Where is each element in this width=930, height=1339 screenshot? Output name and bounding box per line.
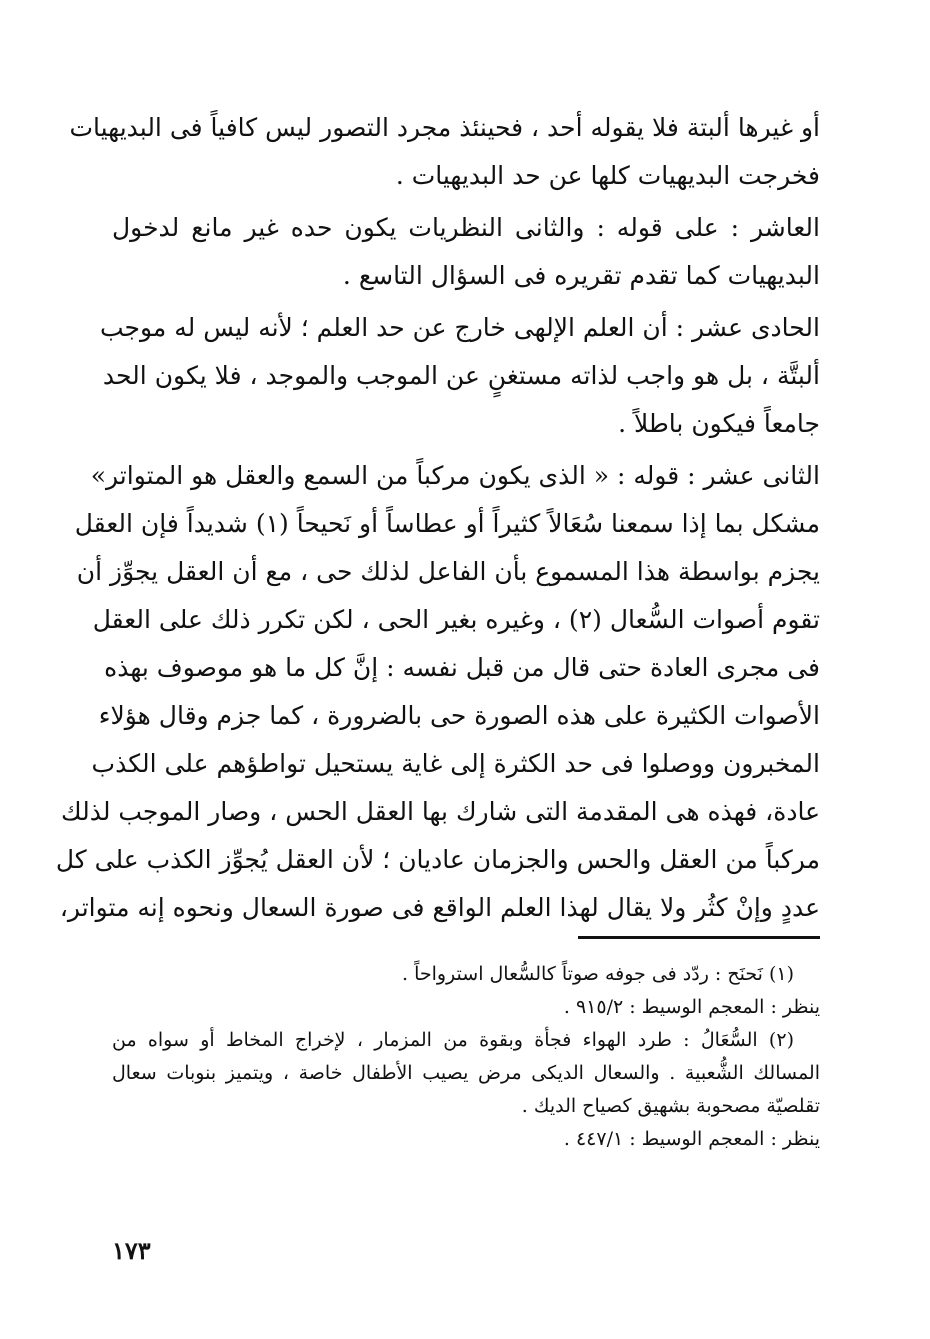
- text-line: الحادى عشر : أن العلم الإلهى خارج عن حد العلم ؛ لأنه ليس له موجب: [99, 313, 820, 342]
- footnote-line: المسالك الشُّعبية . والسعال الديكى مرض يصيب الأطفال خاصة ، ويتميز بنوبات سعال: [112, 1062, 820, 1084]
- page-number: ١٧٣: [112, 1236, 151, 1265]
- text-line: تقوم أصوات السُّعال (٢) ، وغيره بغير الحى ، لكن تكرر ذلك على العقل: [92, 605, 820, 634]
- footnote-line: ينظر : المعجم الوسيط : ٤٤٧/١ .: [563, 1128, 820, 1150]
- text-line: المخبرون ووصلوا فى حد الكثرة إلى غاية يستحيل تواطؤهم على الكذب: [91, 749, 820, 778]
- text-line: جامعاً فيكون باطلاً .: [618, 409, 820, 438]
- text-line: العاشر : على قوله : والثانى النظريات يكون حده غير مانع لدخول: [112, 213, 820, 242]
- text-line: مركباً من العقل والحس والجزمان عاديان ؛ لأن العقل يُجوِّز الكذب على كل: [55, 845, 820, 874]
- text-line: أو غيرها ألبتة فلا يقوله أحد ، فحينئذ مجرد التصور ليس كافياً فى البديهيات: [69, 113, 820, 142]
- footnote-line: ينظر : المعجم الوسيط : ٩١٥/٢ .: [563, 996, 820, 1018]
- footnote-separator: [578, 936, 820, 939]
- paragraph-1: [69, 104, 820, 200]
- text-line: يجزم بواسطة هذا المسموع بأن الفاعل لذلك حى ، مع أن العقل يجوِّز أن: [76, 557, 820, 586]
- text-line: البديهيات كما تقدم تقريره فى السؤال التاسع .: [342, 261, 820, 290]
- text-line: ألبتَّة ، بل هو واجب لذاته مستغنٍ عن الموجب والموجد ، فلا يكون الحد: [102, 361, 820, 390]
- paragraph-3: [99, 304, 820, 448]
- paragraph-4: [55, 452, 820, 932]
- footnote-line: تقلصيّة مصحوبة بشهيق كصياح الديك .: [521, 1095, 820, 1117]
- text-line: فى مجرى العادة حتى قال من قبل نفسه : إنَّ كل ما هو موصوف بهذه: [104, 653, 820, 682]
- text-line: عادة، فهذه هى المقدمة التى شارك بها العقل الحس ، وصار الموجب لذلك: [61, 797, 820, 826]
- text-line: عددٍ وإنْ كثُر ولا يقال لهذا العلم الواقع فى صورة السعال ونحوه إنه متواتر،: [59, 893, 820, 922]
- paragraph-2: [112, 204, 820, 300]
- main-text: [55, 104, 820, 932]
- footnote-1: [112, 958, 820, 1024]
- text-line: الثانى عشر : قوله : « الذى يكون مركباً من السمع والعقل هو المتواتر»: [90, 461, 820, 490]
- footnote-2: [112, 1024, 820, 1156]
- footnote-line: (٢) السُّعَالُ : طرد الهواء فجأة وبقوة من المزمار ، لإخراج المخاط أو سواه من: [112, 1029, 794, 1051]
- text-line: الأصوات الكثيرة على هذه الصورة حى بالضرورة ، كما جزم وقال هؤلاء: [98, 701, 820, 730]
- text-line: فخرجت البديهيات كلها عن حد البديهيات .: [395, 161, 820, 190]
- text-line: مشكل بما إذا سمعنا سُعَالاً كثيراً أو عطاساً أو نَحيحاً (١) شديداً فإن العقل: [74, 509, 820, 538]
- footnotes: [112, 958, 820, 1156]
- footnote-line: (١) نَحنَح : ردّد فى جوفه صوتاً كالسُّعال استرواحاً .: [401, 963, 794, 985]
